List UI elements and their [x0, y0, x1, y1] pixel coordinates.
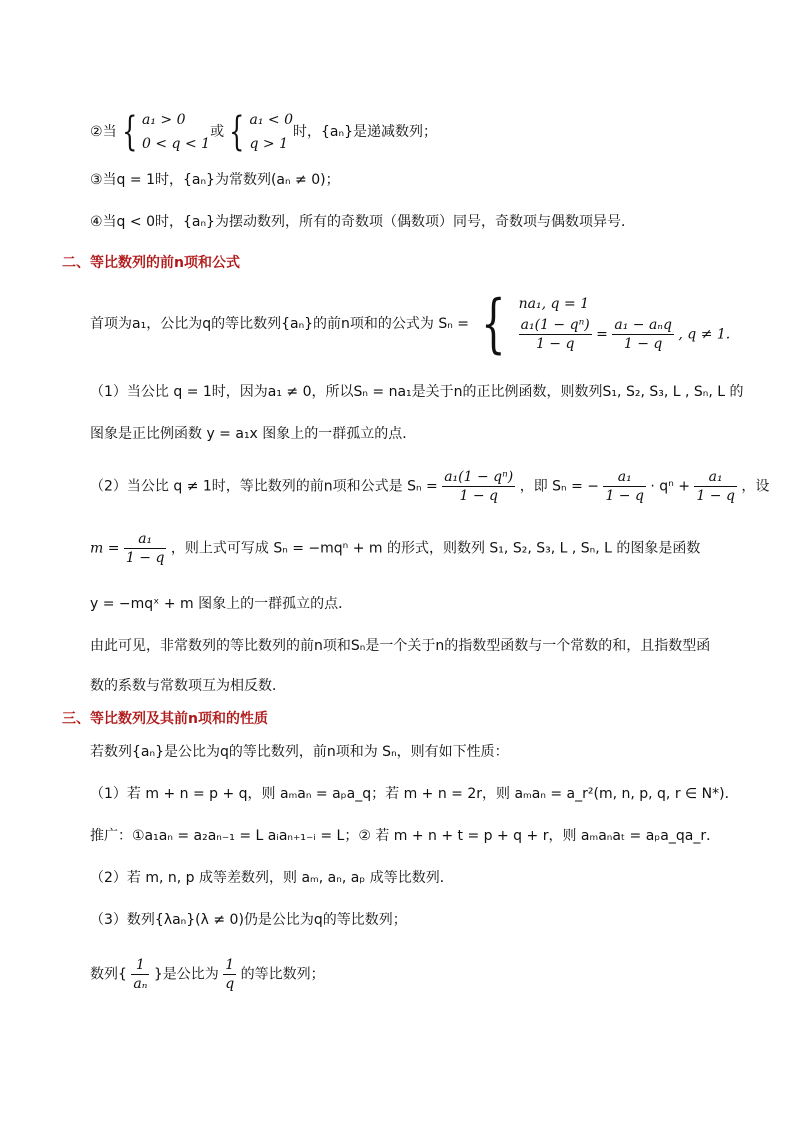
para-2-line-1: （2）当公比 q ≠ 1时，等比数列的前n项和公式是 Sₙ = $\frac{\text{a₁(1 − qⁿ)}}{1 - q}$ ，即 Sₙ = − $\frac{\text{a₁}}{1 - q}$ · qⁿ + $\frac{\text{a₁}}{1 - q}$ ，设: [90, 469, 770, 504]
conclusion-line-1: 由此可见，非常数列的等比数列的前n项和Sₙ是一个关于n的指数型函数与一个常数的和，且指数型函: [90, 638, 711, 654]
para-2-frac-1: $\frac{\text{a₁(1 − qⁿ)}}{1 - q}$: [444, 469, 514, 504]
rule-2-tail: 时，{aₙ}是递减数列；: [293, 124, 437, 140]
rule-4: ④当q < 0时，{aₙ}为摆动数列，所有的奇数项（偶数项）同号，奇数项与偶数项异号．: [90, 214, 635, 230]
prop-1-ext: 推广：①a₁aₙ = a₂aₙ₋₁ = L aᵢaₙ₊₁₋ᵢ = L；② 若 m + n + t = p + q + r，则 aₘaₙaₜ = aₚa_qa_r．: [90, 828, 721, 844]
left-brace-icon: {: [121, 109, 137, 155]
sum-formula-lead: 首项为a₁，公比为q的等比数列{aₙ}的前n项和的公式为 Sₙ =: [90, 316, 470, 332]
left-brace-icon: {: [481, 287, 507, 361]
conclusion-line-2: 数的系数与常数项互为相反数．: [90, 678, 286, 694]
para-2-m-frac: $\frac{\text{a₁}}{1 - q}$: [125, 531, 165, 566]
sum-frac-2: $\frac{\text{a₁ − aₙq}}{1 - q}$: [614, 316, 672, 352]
prop-1: （1）若 m + n = p + q，则 aₘaₙ = aₚa_q；若 m + n = 2r，则 aₘaₙ = a_r²(m, n, p, q, r ∈ N*)．: [90, 786, 739, 802]
rule-2-or: 或: [210, 124, 225, 140]
para-2-line-2: m = $\frac{\text{a₁}}{1 - q}$ ，则上式可写成 Sₙ = −mqⁿ + m 的形式，则数列 S₁, S₂, S₃, L , Sₙ, L 的图象是函数: [90, 531, 701, 566]
prop-4: 数列{ $\frac{1}{\text{aₙ}}$ }是公比为 $\frac{1}{q}$ 的等比数列；: [90, 957, 325, 992]
para-1-line-1: （1）当公比 q = 1时，因为a₁ ≠ 0，所以Sₙ = na₁是关于n的正比例函数，则数列S₁, S₂, S₃, L , Sₙ, L 的: [90, 384, 744, 400]
rule-2-case-2: [250, 108, 294, 156]
rule-2: [90, 108, 437, 156]
prop-4-frac-1: $\frac{1}{\text{aₙ}}$: [133, 957, 148, 992]
sum-frac-1: $\frac{\text{a₁(1 − qⁿ)}}{1 - q}$: [520, 316, 590, 352]
para-2-frac-3: $\frac{\text{a₁}}{1 - q}$: [696, 469, 735, 504]
prop-2: （2）若 m, n, p 成等差数列，则 aₘ, aₙ, aₚ 成等比数列．: [90, 870, 454, 886]
prop-4-frac-2: $\frac{1}{q}$: [225, 957, 235, 992]
section-2-title: 二、等比数列的前n项和公式: [62, 255, 240, 271]
props-intro: 若数列{aₙ}是公比为q的等比数列，前n项和为 Sₙ，则有如下性质：: [90, 744, 509, 760]
sum-formula-cases: [519, 296, 731, 353]
para-2-line-3: y = −mqˣ + m 图象上的一群孤立的点．: [90, 596, 353, 612]
left-brace-icon: {: [229, 109, 245, 155]
para-2-frac-2: $\frac{\text{a₁}}{1 - q}$: [605, 469, 644, 504]
case-2-bottom: q > 1: [249, 136, 289, 152]
case-1-top: a₁ > 0: [142, 112, 186, 128]
rule-2-when: 当: [102, 124, 117, 140]
section-3-title: 三、等比数列及其前n项和的性质: [62, 711, 268, 727]
rule-2-circle: ②: [90, 124, 103, 140]
sum-formula: [90, 287, 731, 361]
rule-2-case-1: [142, 108, 210, 156]
case-1-bottom: 0 < q < 1: [142, 136, 211, 152]
rule-3: ③当q = 1时，{aₙ}为常数列(aₙ ≠ 0)；: [90, 172, 340, 188]
sum-case-bottom: $\frac{\text{a₁(1 − qⁿ)}}{1 - q}$ = $\frac{\text{a₁ − aₙq}}{1 - q}$ , q ≠ 1.: [520, 316, 731, 352]
case-2-top: a₁ < 0: [249, 112, 294, 128]
para-1-line-2: 图象是正比例函数 y = a₁x 图象上的一群孤立的点．: [90, 426, 417, 442]
prop-3: （3）数列{λaₙ}(λ ≠ 0)仍是公比为q的等比数列；: [90, 912, 407, 928]
sum-case-top: na₁, q = 1: [518, 295, 590, 312]
